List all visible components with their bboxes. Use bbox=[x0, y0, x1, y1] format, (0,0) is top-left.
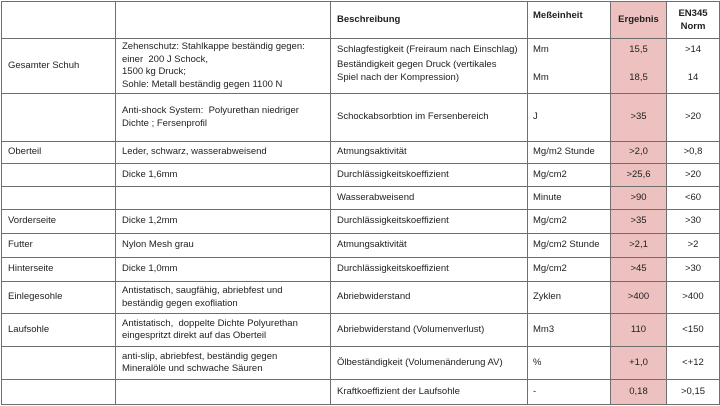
material-line: Dicke 1,2mm bbox=[122, 215, 178, 227]
material-line: einer 200 J Schock, bbox=[122, 53, 209, 65]
material-cell bbox=[116, 164, 331, 187]
unit-cell: J bbox=[528, 94, 611, 142]
description-cell: Durchlässigkeitskoeffizient bbox=[331, 210, 528, 234]
part-cell bbox=[2, 164, 116, 187]
table-row bbox=[2, 164, 720, 187]
result-cell: >400 bbox=[611, 282, 667, 314]
material-line: Nylon Mesh grau bbox=[122, 239, 194, 251]
norm-cell: >20 bbox=[667, 94, 720, 142]
description-line: Spiel nach der Kompression) bbox=[337, 72, 459, 83]
table-row bbox=[2, 187, 720, 210]
material-cell bbox=[116, 94, 331, 142]
part-cell bbox=[2, 94, 116, 142]
description-cell: Wasserabweisend bbox=[331, 187, 528, 210]
norm-cell: <150 bbox=[667, 314, 720, 347]
description-cell: Durchlässigkeitskoeffizient bbox=[331, 258, 528, 282]
result-value: 15,5 bbox=[629, 44, 648, 55]
material-cell bbox=[116, 347, 331, 380]
unit-cell: Minute bbox=[528, 187, 611, 210]
result-header-cell: Ergebnis bbox=[611, 2, 667, 39]
result-cell: 0,18 bbox=[611, 380, 667, 405]
norm-header-line: Norm bbox=[680, 21, 706, 32]
material-cell bbox=[116, 142, 331, 164]
result-cell: >2,0 bbox=[611, 142, 667, 164]
material-line: 1500 kg Druck; bbox=[122, 66, 186, 77]
description-cell: Kraftkoeffizient der Laufsohle bbox=[331, 380, 528, 405]
norm-cell: >20 bbox=[667, 164, 720, 187]
description-cell: Atmungsaktivität bbox=[331, 234, 528, 258]
material-cell bbox=[116, 210, 331, 234]
material-line: Sohle: Metall beständig gegen 1100 N bbox=[122, 78, 283, 90]
result-cell: >35 bbox=[611, 94, 667, 142]
material-line: Antistatisch, saugfähig, abriebfest und bbox=[122, 285, 283, 296]
unit-header-cell: Meßeinheit bbox=[528, 2, 611, 39]
description-header-cell: Beschreibung bbox=[331, 2, 528, 39]
result-cell bbox=[611, 39, 667, 94]
norm-cell: <60 bbox=[667, 187, 720, 210]
unit-cell: Mg/cm2 Stunde bbox=[528, 234, 611, 258]
part-cell: Einlegesohle bbox=[2, 282, 116, 314]
material-line: Mineralöle und schwache Säuren bbox=[122, 363, 263, 374]
material-line: eingespritzt direkt auf das Oberteil bbox=[122, 330, 267, 341]
part-cell: Vorderseite bbox=[2, 210, 116, 234]
material-line: Dicke 1,0mm bbox=[122, 263, 178, 275]
norm-cell: >0,8 bbox=[667, 142, 720, 164]
table-row bbox=[2, 94, 720, 142]
norm-cell: >0,15 bbox=[667, 380, 720, 405]
material-line: Antistatisch, doppelte Dichte Polyurethan bbox=[122, 317, 298, 329]
unit-cell: Mg/cm2 bbox=[528, 210, 611, 234]
norm-value: 14 bbox=[687, 72, 699, 83]
material-line: Leder, schwarz, wasserabweisend bbox=[122, 146, 267, 158]
norm-cell: >30 bbox=[667, 210, 720, 234]
norm-header-line: EN345 bbox=[678, 8, 708, 19]
result-value: 18,5 bbox=[629, 72, 648, 83]
material-line: Dicke 1,6mm bbox=[122, 168, 178, 180]
norm-cell bbox=[667, 39, 720, 94]
part-cell: Oberteil bbox=[2, 142, 116, 164]
unit-cell: % bbox=[528, 347, 611, 380]
header-row bbox=[2, 2, 720, 39]
table-row bbox=[2, 234, 720, 258]
unit-cell: Mg/m2 Stunde bbox=[528, 142, 611, 164]
part-cell: Gesamter Schuh bbox=[2, 39, 116, 94]
norm-cell: <+12 bbox=[667, 347, 720, 380]
description-line: Schlagfestigkeit (Freiraum nach Einschlag) bbox=[337, 44, 518, 55]
part-cell: Futter bbox=[2, 234, 116, 258]
table-row bbox=[2, 142, 720, 164]
part-cell bbox=[2, 380, 116, 405]
part-cell: Laufsohle bbox=[2, 314, 116, 347]
material-line: Anti-shock System: Polyurethan niedriger bbox=[122, 105, 299, 116]
result-cell: +1,0 bbox=[611, 347, 667, 380]
description-line: Beständigkeit gegen Druck (vertikales bbox=[337, 59, 497, 70]
material-line: Zehenschutz: Stahlkappe beständig gegen: bbox=[122, 41, 305, 52]
material-cell bbox=[116, 282, 331, 314]
description-cell bbox=[331, 39, 528, 94]
table-row bbox=[2, 282, 720, 314]
description-cell: Schockabsorbtion im Fersenbereich bbox=[331, 94, 528, 142]
description-cell: Durchlässigkeitskoeffizient bbox=[331, 164, 528, 187]
part-cell: Hinterseite bbox=[2, 258, 116, 282]
material-cell bbox=[116, 234, 331, 258]
material-line: Dichte ; Fersenprofil bbox=[122, 117, 208, 129]
part-cell bbox=[2, 347, 116, 380]
material-cell bbox=[116, 380, 331, 405]
result-cell: 110 bbox=[611, 314, 667, 347]
result-cell: >35 bbox=[611, 210, 667, 234]
part-header-cell bbox=[2, 2, 116, 39]
table-row bbox=[2, 39, 720, 94]
description-cell: Atmungsaktivität bbox=[331, 142, 528, 164]
result-cell: >45 bbox=[611, 258, 667, 282]
table-row bbox=[2, 210, 720, 234]
material-line: beständig gegen exofliation bbox=[122, 297, 238, 309]
result-cell: >2,1 bbox=[611, 234, 667, 258]
norm-cell: >30 bbox=[667, 258, 720, 282]
table-row bbox=[2, 380, 720, 405]
unit-cell: Mm3 bbox=[528, 314, 611, 347]
result-cell: >25,6 bbox=[611, 164, 667, 187]
description-block bbox=[337, 58, 527, 84]
description-cell: Ölbeständigkeit (Volumenänderung AV) bbox=[331, 347, 528, 380]
material-line: anti-slip, abriebfest, beständig gegen bbox=[122, 350, 278, 362]
material-header-cell bbox=[116, 2, 331, 39]
unit-cell bbox=[528, 39, 611, 94]
unit-cell: Mg/cm2 bbox=[528, 258, 611, 282]
norm-value: >14 bbox=[684, 44, 702, 55]
material-cell bbox=[116, 314, 331, 347]
unit-cell: Zyklen bbox=[528, 282, 611, 314]
material-cell bbox=[116, 258, 331, 282]
unit-cell: Mg/cm2 bbox=[528, 164, 611, 187]
description-cell: Abriebwiderstand bbox=[331, 282, 528, 314]
unit-value: Mm bbox=[533, 44, 549, 55]
material-cell bbox=[116, 187, 331, 210]
specification-table bbox=[1, 1, 720, 405]
norm-cell: >2 bbox=[667, 234, 720, 258]
result-cell: >90 bbox=[611, 187, 667, 210]
part-cell bbox=[2, 187, 116, 210]
table-row bbox=[2, 258, 720, 282]
description-cell: Abriebwiderstand (Volumenverlust) bbox=[331, 314, 528, 347]
table-row bbox=[2, 347, 720, 380]
norm-cell: >400 bbox=[667, 282, 720, 314]
unit-value: Mm bbox=[533, 72, 549, 83]
unit-cell: - bbox=[528, 380, 611, 405]
table-row bbox=[2, 314, 720, 347]
norm-header-cell bbox=[667, 2, 720, 39]
material-cell bbox=[116, 39, 331, 94]
